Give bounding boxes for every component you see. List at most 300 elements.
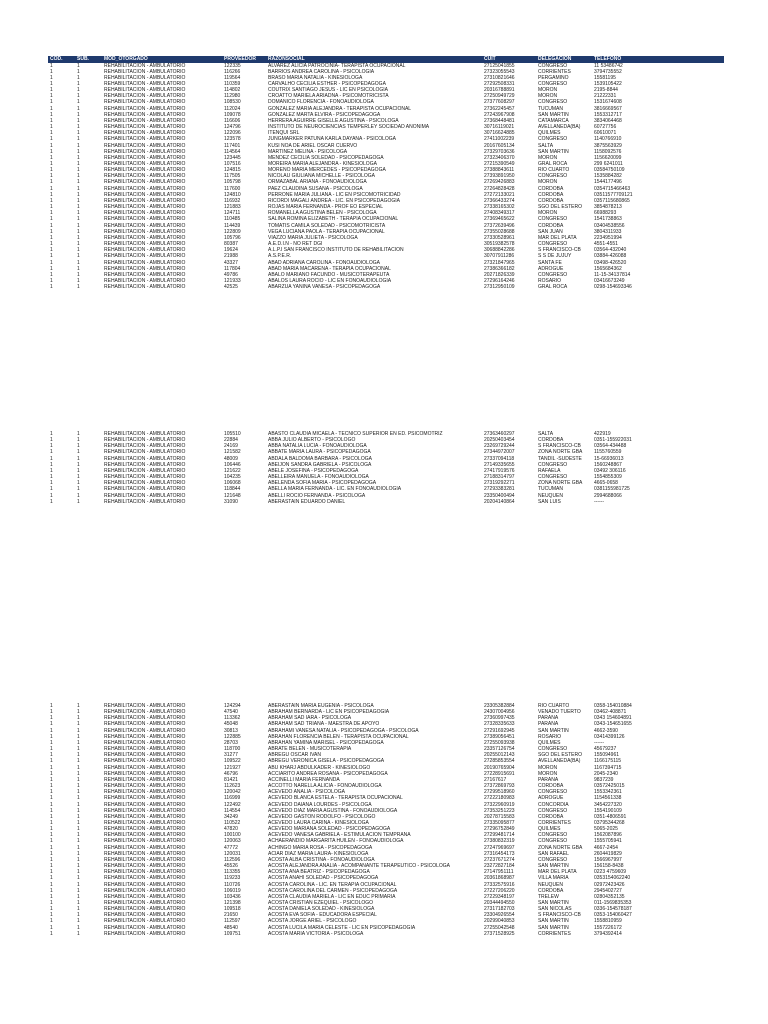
cell-sub: 1 — [77, 87, 80, 94]
cell-proveedor: 105510 — [224, 431, 241, 437]
cell-proveedor: 122885 — [224, 733, 241, 740]
cell-cod: 1 — [50, 62, 53, 69]
cell-cod: 1 — [50, 93, 53, 100]
cell-telefono: 0354715466463 — [594, 185, 631, 192]
cell-cod: 1 — [50, 136, 53, 143]
cell-sub: 1 — [77, 709, 80, 716]
cell-cod: 1 — [50, 795, 53, 802]
cell-mod-otorgado: REHABILITACION - AMBULATORIO — [104, 117, 186, 124]
cell-mod-otorgado: REHABILITACION - AMBULATORIO — [104, 197, 186, 204]
cell-delegacion: ZONA NORTE GBA — [538, 480, 583, 487]
cell-razonsocial: ACEVEDO LAURA CARINA - KINESIOLOGA — [268, 819, 369, 826]
cell-sub: 1 — [77, 461, 80, 468]
cell-delegacion: CONGRESO — [538, 136, 568, 143]
cell-proveedor: 123578 — [224, 136, 241, 143]
cell-delegacion: CONGRESO — [538, 832, 568, 839]
cell-proveedor: 49786 — [224, 271, 238, 278]
cell-telefono: 1553342361 — [594, 789, 622, 796]
cell-telefono: 03584750109 — [594, 167, 625, 174]
cell-cuit: 30716119021 — [484, 124, 515, 131]
cell-telefono: 1154561338 — [594, 795, 622, 802]
cell-razonsocial: GONZALEZ MARTA ELVIRA - PSICOPEDAGOGA — [268, 111, 381, 118]
cell-telefono: 1558810959 — [594, 918, 622, 925]
cell-mod-otorgado: REHABILITACION - AMBULATORIO — [104, 727, 186, 734]
cell-proveedor: 47820 — [224, 826, 238, 833]
cell-razonsocial: ACCIARITO ANDREA ROSANA - PSICOPEDAGOGA — [268, 770, 388, 777]
cell-sub: 1 — [77, 918, 80, 925]
cell-mod-otorgado: REHABILITACION - AMBULATORIO — [104, 247, 186, 254]
cell-proveedor: 116266 — [224, 68, 241, 75]
cell-mod-otorgado: REHABILITACION - AMBULATORIO — [104, 807, 186, 814]
cell-mod-otorgado: REHABILITACION - AMBULATORIO — [104, 437, 186, 444]
cell-mod-otorgado: REHABILITACION - AMBULATORIO — [104, 863, 186, 870]
cell-cuit: 27312950109 — [484, 284, 515, 291]
cell-sub: 1 — [77, 210, 80, 217]
cell-proveedor: 119233 — [224, 875, 241, 882]
cell-delegacion: MORON — [538, 770, 558, 777]
cell-telefono: 3454227320 — [594, 801, 622, 808]
cell-cuit: 27380832319 — [484, 838, 515, 845]
cell-cod: 1 — [50, 813, 53, 820]
cell-mod-otorgado: REHABILITACION - AMBULATORIO — [104, 185, 186, 192]
cell-mod-otorgado: REHABILITACION - AMBULATORIO — [104, 492, 186, 499]
cell-cod: 1 — [50, 449, 53, 456]
cell-razonsocial: ALVAREZ ALICIA PATROCINIA- TERAPISTA OCUPACIONAL — [268, 62, 406, 69]
cell-sub: 1 — [77, 727, 80, 734]
cell-razonsocial: ACHINGO MARIA ROSA - PSICOPEDAGOGA — [268, 844, 373, 851]
cell-cod: 1 — [50, 437, 53, 444]
table-row — [48, 63, 724, 69]
cell-delegacion: MORON — [538, 210, 558, 217]
cell-razonsocial: ACOSTA JORGE ARIEL - PSICOLOGO — [268, 918, 357, 925]
cell-sub: 1 — [77, 228, 80, 235]
cell-telefono: 2604419829 — [594, 850, 622, 857]
cell-sub: 1 — [77, 271, 80, 278]
cell-telefono: 21222331 — [594, 93, 617, 100]
cell-cuit: 23269729244 — [484, 443, 515, 450]
cell-telefono: 422919 — [594, 431, 611, 437]
cell-mod-otorgado: REHABILITACION - AMBULATORIO — [104, 173, 186, 180]
cell-proveedor: 122809 — [224, 228, 241, 235]
cell-sub: 1 — [77, 455, 80, 462]
cell-proveedor: 118700 — [224, 746, 241, 753]
cell-sub: 1 — [77, 467, 80, 474]
cell-razonsocial: ABRAHAM BERNARDA - LIC EN PSICOPEDAGOGIA — [268, 709, 390, 716]
cell-cuit: 27355028688 — [484, 228, 515, 235]
cell-proveedor: 124294 — [224, 703, 241, 709]
cell-proveedor: 117505 — [224, 173, 241, 180]
cell-cod: 1 — [50, 844, 53, 851]
cell-cod: 1 — [50, 776, 53, 783]
cell-razonsocial: ORMAZABAL ARIANA - FONOAUDIOLOGA — [268, 179, 367, 186]
cell-cod: 1 — [50, 259, 53, 266]
cell-cuit: 27321847965 — [484, 259, 515, 266]
cell-proveedor: 112980 — [224, 93, 241, 100]
cell-delegacion: SAN NICOLAS — [538, 906, 572, 913]
cell-sub: 1 — [77, 850, 80, 857]
cell-telefono: 3875563929 — [594, 142, 622, 149]
cell-telefono: 0351-155922031 — [594, 437, 632, 444]
cell-delegacion: VENADO TUERTO — [538, 709, 581, 716]
cell-sub: 1 — [77, 241, 80, 248]
cell-proveedor: 30813 — [224, 727, 238, 734]
cell-sub: 1 — [77, 498, 80, 505]
cell-mod-otorgado: REHABILITACION - AMBULATORIO — [104, 284, 186, 291]
cell-sub: 1 — [77, 173, 80, 180]
cell-sub: 1 — [77, 746, 80, 753]
cell-cod: 1 — [50, 900, 53, 906]
cell-mod-otorgado: REHABILITACION - AMBULATORIO — [104, 770, 186, 777]
cell-telefono: 03884-426088 — [594, 253, 627, 260]
cell-cod: 1 — [50, 271, 53, 278]
cell-sub: 1 — [77, 265, 80, 272]
cell-razonsocial: ACEVEDO BLANCA ESTELA - TERAPISTA OCUPACIONAL — [268, 795, 403, 802]
cell-cod: 1 — [50, 265, 53, 272]
cell-proveedor: 121648 — [224, 492, 241, 499]
cell-sub: 1 — [77, 449, 80, 456]
cell-razonsocial: ABRAHAM SAD TRIANA - MAESTRA DE APOYO — [268, 721, 380, 728]
cell-telefono: 156158-8438 — [594, 863, 624, 870]
cell-proveedor: 81421 — [224, 776, 238, 783]
cell-cuit: 30707911286 — [484, 253, 515, 260]
cell-delegacion: QUILMES — [538, 826, 561, 833]
cell-sub: 1 — [77, 721, 80, 728]
cell-telefono: 03404538556 — [594, 222, 625, 229]
cell-cuit: 27411002239 — [484, 136, 515, 143]
cell-razonsocial: A.E.D.I.N - NO RET DGI — [268, 241, 323, 248]
cell-razonsocial: A.L.P.I SAN FRANCISCO INSTITUTO DE REHABILITACION — [268, 247, 404, 254]
cell-proveedor: 116606 — [224, 117, 241, 124]
cell-cod: 1 — [50, 875, 53, 882]
cell-telefono: 1560248867 — [594, 461, 622, 468]
cell-proveedor: 112623 — [224, 783, 241, 790]
cell-sub: 1 — [77, 789, 80, 796]
cell-telefono: 3794392414 — [594, 930, 622, 937]
cell-delegacion: RIO CUARTO — [538, 167, 570, 174]
cell-mod-otorgado: REHABILITACION - AMBULATORIO — [104, 906, 186, 913]
cell-telefono: 0223 4759609 — [594, 869, 626, 876]
cell-sub: 1 — [77, 887, 80, 894]
cell-cod: 1 — [50, 461, 53, 468]
cell-telefono: 1158092576 — [594, 148, 622, 155]
cell-telefono: 03564-434488 — [594, 443, 627, 450]
cell-cod: 1 — [50, 480, 53, 487]
cell-cuit: 27291692945 — [484, 727, 515, 734]
cell-delegacion: SAN MARTIN — [538, 148, 569, 155]
cell-mod-otorgado: REHABILITACION - AMBULATORIO — [104, 474, 186, 481]
cell-razonsocial: BRASO MARIA NATALIA - KINESIOLOGA — [268, 74, 363, 81]
cell-delegacion: CONGRESO — [538, 838, 568, 845]
cell-cod: 1 — [50, 154, 53, 161]
cell-proveedor: 122335 — [224, 62, 241, 69]
cell-telefono: 03572425015 — [594, 783, 625, 790]
cell-mod-otorgado: REHABILITACION - AMBULATORIO — [104, 148, 186, 155]
cell-telefono: 1554855309 — [594, 474, 622, 481]
cell-mod-otorgado: REHABILITACION - AMBULATORIO — [104, 764, 186, 771]
cell-sub: 1 — [77, 826, 80, 833]
cell-telefono: 155094961 — [594, 752, 620, 759]
provider-table-bottom — [48, 703, 724, 937]
cell-telefono: 03498-426520 — [594, 259, 627, 266]
cell-cod: 1 — [50, 210, 53, 217]
cell-cod: 1 — [50, 924, 53, 931]
cell-razonsocial: ABEIJON SANDRA GABRIELA - PSICOLOGA — [268, 461, 372, 468]
cell-cuit: 27247969697 — [484, 844, 515, 851]
cell-cod: 1 — [50, 727, 53, 734]
cell-cod: 1 — [50, 105, 53, 112]
cell-cod: 1 — [50, 783, 53, 790]
cell-proveedor: 120031 — [224, 850, 241, 857]
cell-cuit: 27369465622 — [484, 216, 515, 223]
cell-cuit: 20299040853 — [484, 918, 515, 925]
cell-cod: 1 — [50, 241, 53, 248]
cell-razonsocial: DOMANICO FLORENCIA - FONOAUDIOLOGA — [268, 99, 374, 106]
cell-delegacion: TUCUMAN — [538, 105, 563, 112]
col-telefono: TELEFONO — [592, 56, 724, 63]
cell-telefono: 66988293 — [594, 210, 617, 217]
cell-telefono: 1167394715 — [594, 764, 622, 771]
cell-telefono: 03564-432040 — [594, 247, 627, 254]
cell-delegacion: CONGRESO — [538, 99, 568, 106]
cell-telefono: 2234951994 — [594, 234, 622, 241]
cell-delegacion: PARANA — [538, 776, 559, 783]
cell-proveedor: 19624 — [224, 247, 238, 254]
cell-sub: 1 — [77, 253, 80, 260]
cell-sub: 1 — [77, 167, 80, 174]
cell-cuit: 27255093938 — [484, 739, 515, 746]
cell-cuit: 24307004956 — [484, 709, 515, 716]
cell-mod-otorgado: REHABILITACION - AMBULATORIO — [104, 455, 186, 462]
cell-razonsocial: ABARZUA YANINA VANESA - PSICOPEDAGOGA — [268, 284, 381, 291]
cell-cod: 1 — [50, 87, 53, 94]
cell-cuit: 27167617 — [484, 776, 507, 783]
cell-proveedor: 107516 — [224, 161, 241, 167]
cell-mod-otorgado: REHABILITACION - AMBULATORIO — [104, 826, 186, 833]
cell-cod: 1 — [50, 253, 53, 260]
cell-razonsocial: MARTINEZ MELINA - PSICOLOGA — [268, 148, 348, 155]
cell-telefono: 03511577709121 — [594, 191, 633, 198]
cell-razonsocial: ABELLA MARIA FERNANDA - LIC. EN FONOAUDIOLOGIA — [268, 486, 402, 493]
cell-cuit: 27316454173 — [484, 850, 515, 857]
cell-delegacion: S FRANCISCO-CB — [538, 912, 581, 919]
cell-razonsocial: ABALOS LAURA ROCIO - LIC EN FONOAUDIOLOGIA — [268, 277, 392, 284]
col-razonsocial: RAZONSOCIAL — [266, 56, 482, 63]
cell-cuit: 20316788891 — [484, 87, 515, 94]
cell-mod-otorgado: REHABILITACION - AMBULATORIO — [104, 844, 186, 851]
cell-mod-otorgado: REHABILITACION - AMBULATORIO — [104, 498, 186, 505]
cell-razonsocial: JUNGMARKER PATUNA KARLA DAYANA - PSICOLOGA — [268, 136, 396, 143]
cell-sub: 1 — [77, 758, 80, 765]
cell-telefono: 5065-2025 — [594, 826, 618, 833]
cell-cuit: 27363460297 — [484, 431, 515, 437]
cell-sub: 1 — [77, 924, 80, 931]
cell-delegacion: RAFAELA — [538, 467, 561, 474]
cell-proveedor: 104235 — [224, 474, 241, 481]
cell-cod: 1 — [50, 709, 53, 716]
cell-mod-otorgado: REHABILITACION - AMBULATORIO — [104, 789, 186, 796]
cell-proveedor: 46796 — [224, 770, 238, 777]
cell-razonsocial: ACEVEDO DIAZ MARIA AGUSTINA - FONOAUDIOLOGA — [268, 807, 398, 814]
cell-telefono: 2945402727 — [594, 887, 622, 894]
cell-proveedor: 106019 — [224, 887, 241, 894]
cell-delegacion: MAR DEL PLATA — [538, 869, 577, 876]
cell-delegacion: S S DE JUJUY — [538, 253, 572, 260]
cell-cuit: 27360997435 — [484, 715, 515, 722]
cell-delegacion: AVELLANEDA(BA) — [538, 758, 581, 765]
cell-mod-otorgado: REHABILITACION - AMBULATORIO — [104, 136, 186, 143]
cell-telefono: 0381155981725 — [594, 486, 630, 493]
cell-sub: 1 — [77, 197, 80, 204]
cell-sub: 1 — [77, 813, 80, 820]
cell-delegacion: CONGRESO — [538, 807, 568, 814]
cell-sub: 1 — [77, 474, 80, 481]
cell-delegacion: SAN MARTIN — [538, 918, 569, 925]
cell-cuit: 27417919576 — [484, 467, 515, 474]
cell-cod: 1 — [50, 739, 53, 746]
cell-mod-otorgado: REHABILITACION - AMBULATORIO — [104, 271, 186, 278]
cell-sub: 1 — [77, 74, 80, 81]
cell-cuit: 27344972007 — [484, 449, 515, 456]
cell-telefono: 15-66936013 — [594, 455, 624, 462]
cell-cod: 1 — [50, 863, 53, 870]
cell-cod: 1 — [50, 167, 53, 174]
cell-razonsocial: ACIAR DIAZ MARIA LAURA- KINESIOLOGA — [268, 850, 369, 857]
cell-cod: 1 — [50, 443, 53, 450]
cell-sub: 1 — [77, 801, 80, 808]
cell-razonsocial: ACOSTA ALBA CRISTINA - FONOAUDIOLOGA — [268, 856, 375, 863]
cell-razonsocial: ABRAHAN YAMINA MARISEL - PSICOPEDAGOGA — [268, 739, 384, 746]
cell-proveedor: 122492 — [224, 801, 241, 808]
cell-proveedor: 112596 — [224, 856, 241, 863]
cell-mod-otorgado: REHABILITACION - AMBULATORIO — [104, 204, 186, 211]
cell-razonsocial: SALINA ROMINA ELIZABETH - TERAPIA OCUPACIONAL — [268, 216, 399, 223]
cell-sub: 1 — [77, 185, 80, 192]
cell-delegacion: SAN MARTIN — [538, 924, 569, 931]
cell-proveedor: 124810 — [224, 191, 241, 198]
cell-delegacion: PARANA — [538, 721, 559, 728]
cell-mod-otorgado: REHABILITACION - AMBULATORIO — [104, 918, 186, 925]
cell-cod: 1 — [50, 492, 53, 499]
cell-telefono: 4551-4551 — [594, 241, 618, 248]
cell-cod: 1 — [50, 467, 53, 474]
cell-cuit: 27299481714 — [484, 832, 515, 839]
cell-cuit: 30688842286 — [484, 247, 515, 254]
cell-razonsocial: ACCINELLI MARIA FERNANDA — [268, 776, 340, 783]
cell-razonsocial: ACEVEDO MARIANA SOLEDAD - PSICOPEDAGOGA — [268, 826, 391, 833]
cell-proveedor: 124815 — [224, 167, 241, 174]
cell-delegacion: CONGRESO — [538, 789, 568, 796]
cell-delegacion: SAN JUAN — [538, 228, 563, 235]
cell-cuit: 27408349317 — [484, 210, 515, 217]
cell-delegacion: CATAMARCA — [538, 117, 569, 124]
table-row — [48, 931, 724, 937]
cell-telefono: 1566967997 — [594, 856, 622, 863]
cell-cuit: 27285853554 — [484, 758, 515, 765]
cell-proveedor: 121927 — [224, 764, 241, 771]
cell-razonsocial: ACOSTA CAROLINA - LIC. EN TERAPIA OCUPACIONAL — [268, 881, 397, 888]
cell-cuit: 27335095877 — [484, 819, 515, 826]
cell-proveedor: 117600 — [224, 185, 241, 192]
cell-cuit: 27237671274 — [484, 856, 515, 863]
cell-telefono: 0343-154651655 — [594, 721, 632, 728]
cell-delegacion: CORDOBA — [538, 197, 564, 204]
cell-cuit: 27377608297 — [484, 99, 515, 106]
cell-telefono: 1539105422 — [594, 80, 622, 87]
cell-telefono: 03795344268 — [594, 819, 625, 826]
cell-razonsocial: ACOSTA MARIA VICTORIA - PSICOLOGA — [268, 930, 364, 937]
cell-cuit: 20190765904 — [484, 764, 515, 771]
cell-cuit: 27188314797 — [484, 474, 515, 481]
cell-cuit: 20278715583 — [484, 813, 515, 820]
cell-proveedor: 120063 — [224, 838, 241, 845]
cell-mod-otorgado: REHABILITACION - AMBULATORIO — [104, 228, 186, 235]
cell-delegacion: CORDOBA — [538, 185, 564, 192]
cell-sub: 1 — [77, 111, 80, 118]
cell-delegacion: CONGRESO — [538, 856, 568, 863]
cell-cuit: 27372639496 — [484, 222, 515, 229]
cell-cod: 1 — [50, 850, 53, 857]
cell-delegacion: CONCORDIA — [538, 801, 569, 808]
cell-sub: 1 — [77, 105, 80, 112]
cell-cuit: 27323406370 — [484, 154, 515, 161]
table-row — [48, 284, 724, 290]
cell-razonsocial: ACOSTA EVA SOFIA - EDUCADORA ESPECIAL — [268, 912, 377, 919]
cell-proveedor: 112024 — [224, 105, 241, 112]
cell-cuit: 27337094118 — [484, 455, 515, 462]
col-sub: SUB. — [75, 56, 102, 63]
cell-mod-otorgado: REHABILITACION - AMBULATORIO — [104, 93, 186, 100]
cell-sub: 1 — [77, 739, 80, 746]
cell-cod: 1 — [50, 838, 53, 845]
cell-delegacion: CONGRESO — [538, 746, 568, 753]
cell-cod: 1 — [50, 117, 53, 124]
cell-mod-otorgado: REHABILITACION - AMBULATORIO — [104, 893, 186, 900]
cell-sub: 1 — [77, 832, 80, 839]
cell-sub: 1 — [77, 795, 80, 802]
cell-mod-otorgado: REHABILITACION - AMBULATORIO — [104, 179, 186, 186]
cell-mod-otorgado: REHABILITACION - AMBULATORIO — [104, 68, 186, 75]
cell-mod-otorgado: REHABILITACION - AMBULATORIO — [104, 222, 186, 229]
cell-proveedor: 114802 — [224, 87, 241, 94]
cell-razonsocial: ABELLI ROCIO FERNANDA - PSICOLOGA — [268, 492, 366, 499]
cell-razonsocial: ABDALA BALDOMA BARBARA - PSICOLOGA — [268, 455, 372, 462]
cell-delegacion: CORDOBA — [538, 222, 564, 229]
cell-cuit: 20344494550 — [484, 900, 515, 906]
cell-telefono: 9837239 — [594, 776, 614, 783]
cell-telefono: 03462-408871 — [594, 709, 627, 716]
cell-delegacion: SGO DEL ESTERO — [538, 204, 582, 211]
cell-mod-otorgado: REHABILITACION - AMBULATORIO — [104, 154, 186, 161]
cell-cod: 1 — [50, 222, 53, 229]
col-delegacion: DELEGACION — [536, 56, 592, 63]
cell-mod-otorgado: REHABILITACION - AMBULATORIO — [104, 900, 186, 906]
cell-razonsocial: VEGA LUCIANA PAOLA - TERAPIA OCUPACIONAL — [268, 228, 385, 235]
cell-cod: 1 — [50, 764, 53, 771]
cell-cuit: 27317182703 — [484, 906, 515, 913]
cell-telefono: 3794735552 — [594, 68, 622, 75]
cell-proveedor: 113355 — [224, 869, 241, 876]
cell-sub: 1 — [77, 819, 80, 826]
table-body — [48, 703, 724, 937]
cell-cod: 1 — [50, 930, 53, 937]
cell-cod: 1 — [50, 216, 53, 223]
cell-razonsocial: ABREGU OSCAR IVAN — [268, 752, 321, 759]
cell-delegacion: PARANA — [538, 715, 559, 722]
cell-proveedor: 112597 — [224, 918, 241, 925]
cell-mod-otorgado: REHABILITACION - AMBULATORIO — [104, 449, 186, 456]
cell-razonsocial: ABRAHAM SAD IARA - PSICOLOGA — [268, 715, 352, 722]
cell-proveedor: 118844 — [224, 486, 241, 493]
